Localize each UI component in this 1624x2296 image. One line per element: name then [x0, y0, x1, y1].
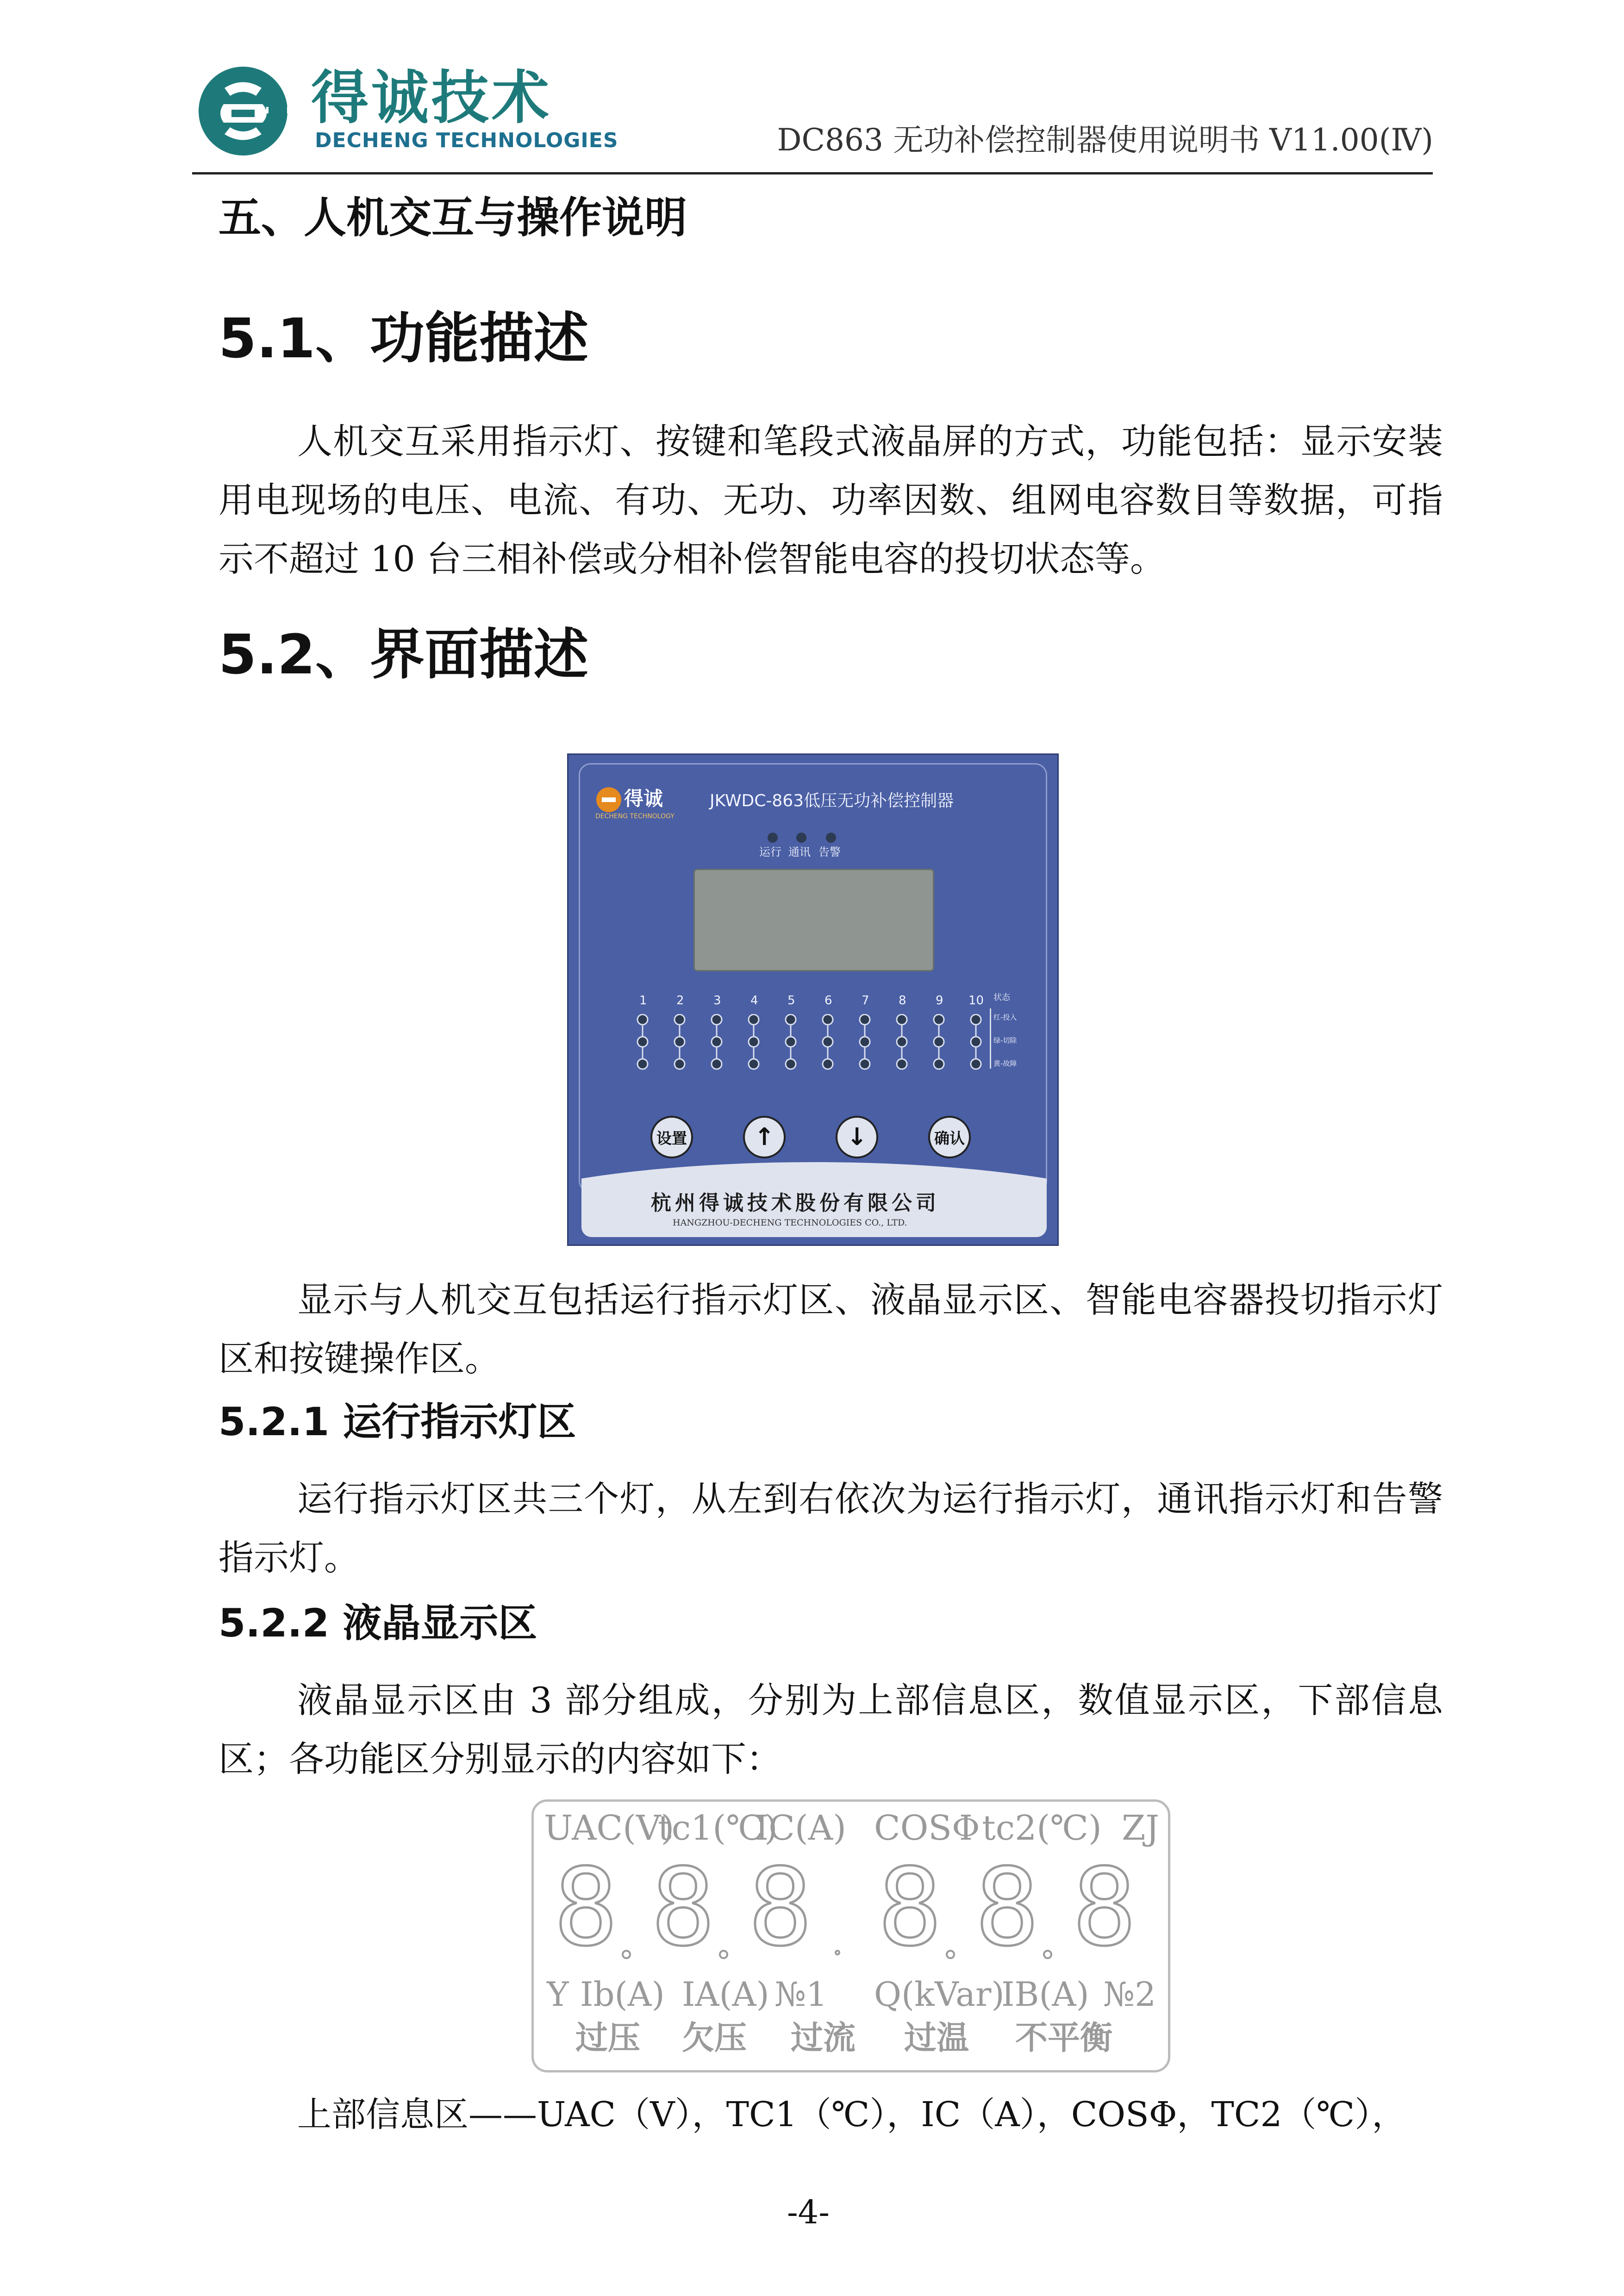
lcd-label-ib: IB(A) [1001, 1975, 1089, 2014]
run-led [768, 833, 778, 843]
document-title: DC863 无功补偿控制器使用说明书 V11.00(Ⅳ) [777, 122, 1433, 158]
upper-info-line: 上部信息区——UAC（V），TC1（℃），IC（A），COSΦ，TC2（℃）， [297, 2095, 1406, 2134]
channel-number: 1 [639, 994, 647, 1008]
lcd-alarm-undervoltage: 欠压 [682, 2019, 747, 2057]
lcd-label-zj: ZJ [1122, 1808, 1160, 1848]
lcd-digit: 8 [748, 1846, 812, 1970]
comm-led [796, 833, 806, 843]
lcd-label-no2: №2 [1103, 1975, 1156, 2014]
lcd-label-ib-small: Ib(A) [580, 1975, 665, 2014]
led-column [786, 1014, 796, 1069]
up-button[interactable]: ↑ [743, 1116, 786, 1158]
lcd-digit: 8 [554, 1846, 618, 1970]
panel-logo-icon [595, 786, 622, 813]
lcd-alarm-overcurrent: 过流 [791, 2019, 856, 2057]
section-5-2-1-body: 运行指示灯区共三个灯，从左到右依次为运行指示灯，通讯指示灯和告警指示灯。 [219, 1478, 1443, 1578]
lcd-label-y: Y [547, 1975, 569, 2014]
led-column [860, 1014, 870, 1069]
lcd-decimal-point [719, 1950, 728, 1959]
controller-panel-image [567, 753, 1059, 1246]
section-5-2-title: 5.2、界面描述 [219, 622, 589, 686]
down-button[interactable]: ↓ [836, 1116, 878, 1158]
lcd-digit: 8 [878, 1846, 942, 1970]
led-column [637, 1014, 648, 1069]
led-column [675, 1014, 685, 1069]
lcd-alarm-overvoltage: 过压 [575, 2019, 640, 2057]
lcd-segment-figure [531, 1799, 1170, 2072]
lcd-digit: 8 [651, 1846, 715, 1970]
lcd-label-tc2: tc2(℃) [982, 1808, 1102, 1848]
lcd-digit: 8 [975, 1846, 1039, 1970]
led-column [934, 1014, 944, 1069]
company-name-cn: 杭州得诚技术股份有限公司 [651, 1191, 940, 1215]
lcd-label-ia: IA(A) [682, 1975, 769, 2014]
panel-lcd-screen [693, 869, 934, 971]
led-label-alarm: 告警 [818, 846, 841, 859]
panel-brand-en: DECHENG TECHNOLOGY [595, 813, 675, 820]
status-legend-on: 红-投入 [993, 1013, 1017, 1021]
brand-name-cn: 得诚技术 [311, 65, 552, 131]
lcd-digit: 8 [1072, 1846, 1137, 1970]
led-column [749, 1014, 759, 1069]
status-legend-off: 绿-切除 [993, 1036, 1017, 1045]
channel-number: 8 [899, 994, 906, 1008]
channel-number: 7 [862, 994, 869, 1008]
section-5-1-body: 人机交互采用指示灯、按键和笔段式液晶屏的方式，功能包括：显示安装用电现场的电压、电流、有功、无功、功率因数、组网电容数目等数据，可指示不超过 10 台三相补偿或分相补偿智能电容的投切状态等。 [219, 421, 1443, 579]
channel-number: 3 [713, 994, 721, 1008]
chapter-title: 五、人机交互与操作说明 [219, 193, 687, 243]
lcd-label-tc1: tc1(℃) [658, 1808, 778, 1848]
confirm-button[interactable]: 确认 [928, 1116, 971, 1158]
decheng-logo-icon [197, 62, 289, 160]
lcd-alarm-unbalance: 不平衡 [1015, 2019, 1112, 2057]
company-name-en: HANGZHOU-DECHENG TECHNOLOGIES CO., LTD. [673, 1218, 907, 1228]
lcd-label-no1: №1 [775, 1975, 827, 2014]
led-column [712, 1014, 722, 1069]
led-label-comm: 通讯 [788, 846, 811, 859]
led-column [897, 1014, 907, 1069]
channel-number: 5 [787, 994, 795, 1008]
led-label-run: 运行 [759, 846, 781, 859]
status-title: 状态 [993, 993, 1010, 1002]
section-5-1-title: 5.1、功能描述 [219, 306, 589, 370]
section-5-2-body: 显示与人机交互包括运行指示灯区、液晶显示区、智能电容器投切指示灯区和按键操作区。 [219, 1279, 1443, 1379]
lcd-decimal-point [946, 1950, 955, 1959]
lcd-alarm-overtemp: 过温 [904, 2019, 969, 2057]
channel-number: 10 [968, 994, 984, 1008]
channel-number: 4 [750, 994, 758, 1008]
lcd-label-ic: IC(A) [755, 1808, 847, 1848]
panel-model: JKWDC-863低压无功补偿控制器 [710, 791, 954, 810]
capacitor-led-grid [633, 1014, 994, 1074]
alarm-led [826, 833, 836, 843]
led-column [823, 1014, 833, 1069]
section-5-2-2-body: 液晶显示区由 3 部分组成，分别为上部信息区，数值显示区，下部信息区；各功能区分别显示的内容如下： [219, 1680, 1443, 1780]
section-5-2-1-title: 5.2.1 运行指示灯区 [219, 1399, 576, 1444]
lcd-label-cos: COSΦ [874, 1808, 980, 1848]
lcd-label-q: Q(kVar) [874, 1975, 1005, 2014]
status-legend-bar [990, 1008, 991, 1069]
section-5-2-2-title: 5.2.2 液晶显示区 [219, 1600, 537, 1646]
set-button[interactable]: 设置 [650, 1116, 693, 1158]
status-legend-fault: 黄-故障 [993, 1059, 1017, 1068]
page-number: -4- [787, 2193, 830, 2231]
led-column [971, 1014, 981, 1069]
channel-number: 2 [676, 994, 684, 1008]
lcd-separator-dot [835, 1950, 840, 1955]
lcd-label-uac: UAC(V) [544, 1808, 675, 1848]
panel-frame [579, 763, 1047, 1193]
panel-brand: 得诚 [624, 787, 663, 810]
lcd-decimal-point [1043, 1950, 1052, 1959]
header-divider [192, 172, 1433, 174]
brand-name-en: DECHENG TECHNOLOGIES [315, 129, 618, 152]
channel-number: 9 [936, 994, 943, 1008]
channel-number: 6 [824, 994, 832, 1008]
lcd-decimal-point [622, 1950, 631, 1959]
